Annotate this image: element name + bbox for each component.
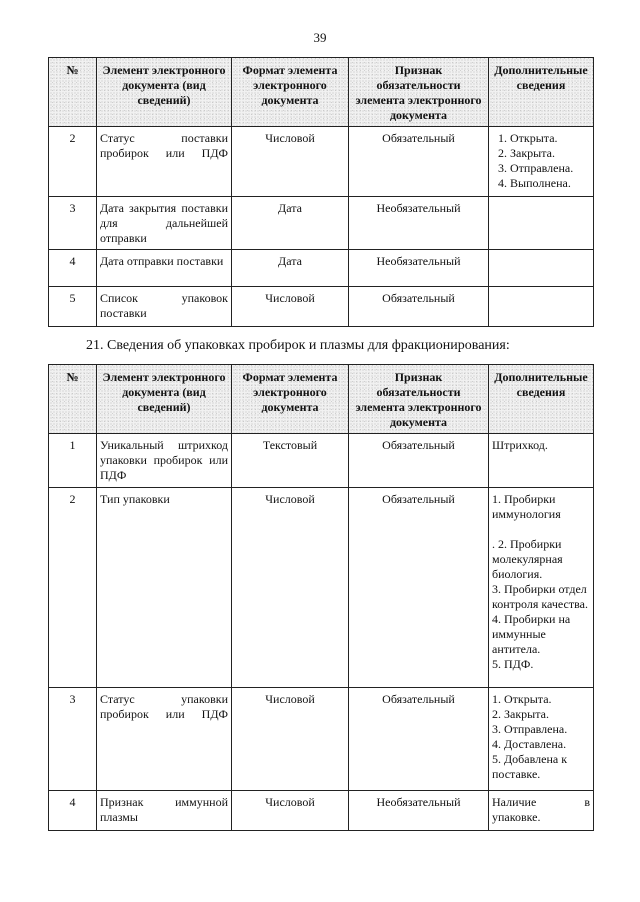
row-extra [489,197,594,250]
row-element: Статус поставки пробирок или ПДФ [97,127,232,197]
list-item: 3. Отправлена. [510,161,590,176]
row-required: Обязательный [349,127,489,197]
list-item: 2. Закрыта. [510,146,590,161]
header-format: Формат элемента электронного документа [232,365,349,434]
header-num: № [49,58,97,127]
list-item: 4. Выполнена. [510,176,590,191]
row-number: 5 [49,287,97,327]
table-delivery-fields [48,57,594,327]
list-item: 4. Пробирки на иммунные антитела. [492,612,571,656]
table-row [49,434,594,488]
list-item: . 2. Пробирки молекулярная биология. [492,537,563,581]
list-item: 5. ПДФ. [492,657,534,671]
table-package-fields [48,364,594,831]
header-element: Элемент электронного документа (вид сведений) [97,58,232,127]
header-extra: Дополнительные сведения [489,58,594,127]
header-num: № [49,365,97,434]
list-item: 1. Пробирки иммунология [492,492,561,521]
row-required: Обязательный [349,287,489,327]
row-element: Дата отправки поставки [97,250,232,287]
list-item [492,522,590,537]
list-item: 3. Отправлена. [492,722,568,736]
table-row [49,250,594,287]
section-title: 21. Сведения об упаковках пробирок и плазмы для фракционирования: [86,338,510,353]
row-required: Обязательный [349,488,489,688]
row-required: Необязательный [349,791,489,831]
row-format: Текстовый [232,434,349,488]
table-row [49,791,594,831]
list-item: 1. Открыта. [510,131,590,146]
table-row [49,488,594,688]
row-extra [489,287,594,327]
table-row [49,127,594,197]
header-required: Признак обязательности элемента электронного документа [349,365,489,434]
row-extra [489,127,594,197]
row-extra [489,688,594,791]
row-extra: Наличие в упаковке. [489,791,594,831]
row-format: Дата [232,197,349,250]
row-required: Необязательный [349,197,489,250]
row-format: Числовой [232,688,349,791]
table-header-row [49,365,594,434]
list-item: 1. Открыта. [492,692,552,706]
row-number: 1 [49,434,97,488]
row-format: Числовой [232,791,349,831]
row-format: Числовой [232,287,349,327]
table-header-row [49,58,594,127]
row-format: Дата [232,250,349,287]
row-required: Необязательный [349,250,489,287]
row-element: Статус упаковки пробирок или ПДФ [97,688,232,791]
header-required: Признак обязательности элемента электронного документа [349,58,489,127]
row-element: Признак иммунной плазмы [97,791,232,831]
row-format: Числовой [232,127,349,197]
list-item: 5. Добавлена к поставке. [492,752,568,781]
row-required: Обязательный [349,434,489,488]
row-element: Список упаковок поставки [97,287,232,327]
row-element: Уникальный штрихкод упаковки пробирок или ПДФ [97,434,232,488]
list-item: 4. Доставлена. [492,737,567,751]
row-extra: Штрихкод. [489,434,594,488]
table-row [49,287,594,327]
page-number: 39 [313,30,327,45]
row-required: Обязательный [349,688,489,791]
row-extra [489,250,594,287]
table-row [49,688,594,791]
row-extra [489,488,594,688]
row-element: Дата закрытия поставки для дальнейшей отправки [97,197,232,250]
row-number: 3 [49,688,97,791]
row-format: Числовой [232,488,349,688]
row-number: 4 [49,250,97,287]
list-item: 2. Закрыта. [492,707,549,721]
header-extra: Дополнительные сведения [489,365,594,434]
row-number: 4 [49,791,97,831]
row-element: Тип упаковки [97,488,232,688]
table-row [49,197,594,250]
row-number: 2 [49,488,97,688]
status-list [492,131,590,191]
header-format: Формат элемента электронного документа [232,58,349,127]
row-number: 2 [49,127,97,197]
row-number: 3 [49,197,97,250]
header-element: Элемент электронного документа (вид сведений) [97,365,232,434]
list-item: 3. Пробирки отдел контроля качества. [492,582,588,611]
